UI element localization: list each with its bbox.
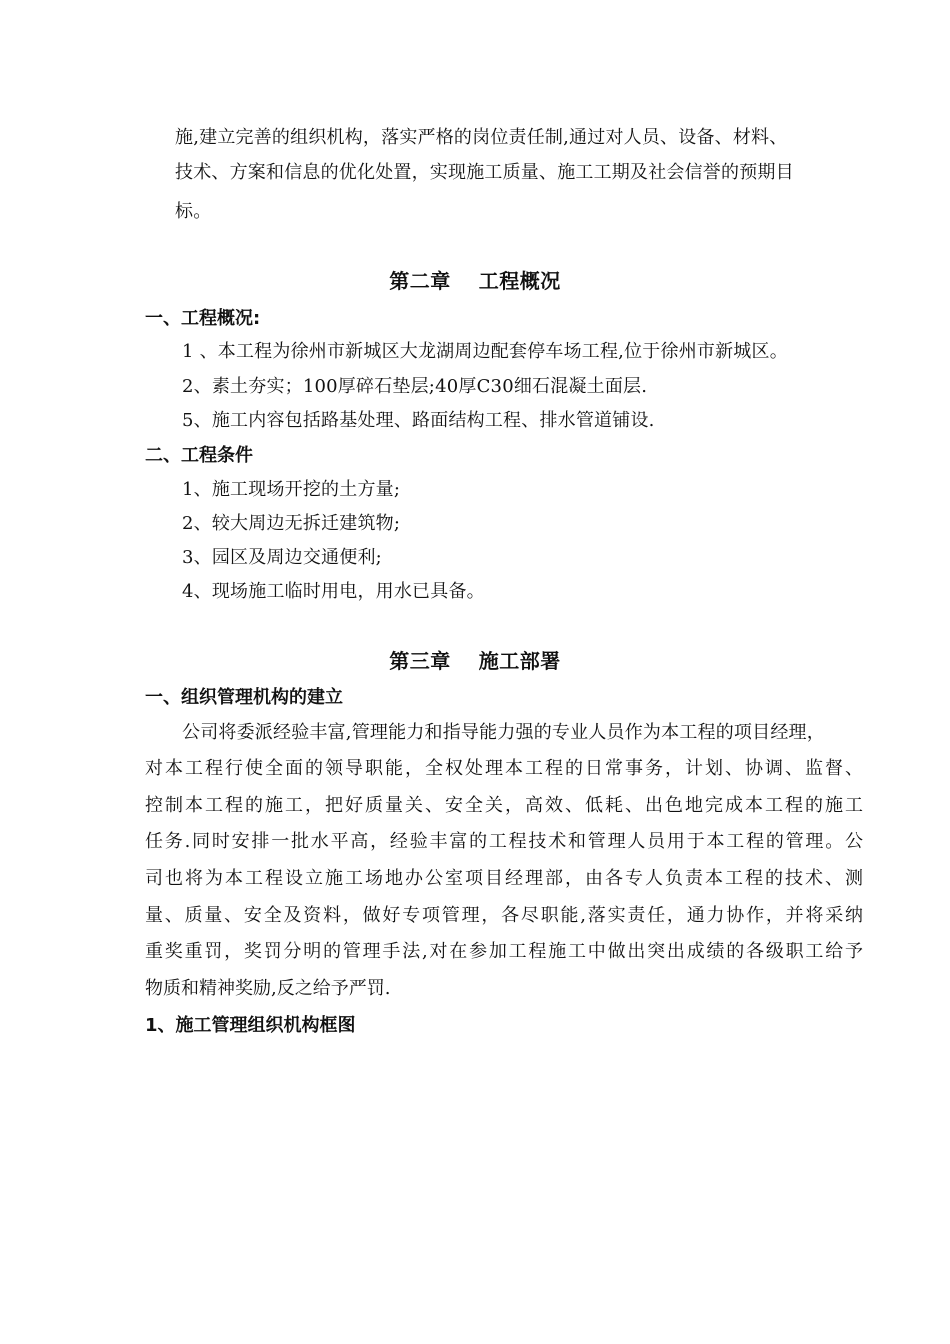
chapter-2-section-2-item-4: 4、现场施工临时用电，用水已具备。 bbox=[182, 581, 485, 602]
chapter-2-section-2-item-2: 2、较大周边无拆迁建筑物; bbox=[182, 513, 401, 534]
chapter-3-subsection-1-heading: 1、施工管理组织机构框图 bbox=[145, 1015, 356, 1036]
chapter-3-paragraph-line-6: 量、质量、安全及资料，做好专项管理，各尽职能,落实责任，通力协作，并将采纳 bbox=[145, 905, 863, 926]
chapter-2-section-2-item-1: 1、施工现场开挖的土方量; bbox=[182, 479, 401, 500]
intro-line-1: 施,建立完善的组织机构，落实严格的岗位责任制,通过对人员、设备、材料、 bbox=[175, 127, 788, 148]
chapter-2-section-2-item-3: 3、园区及周边交通便利; bbox=[182, 547, 382, 568]
chapter-3-paragraph-line-8: 物质和精神奖励,反之给予严罚. bbox=[145, 978, 391, 999]
chapter-3-paragraph-line-1: 公司将委派经验丰富,管理能力和指导能力强的专业人员作为本工程的项目经理， bbox=[182, 722, 825, 743]
chapter-3-paragraph-line-7: 重奖重罚，奖罚分明的管理手法,对在参加工程施工中做出突出成绩的各级职工给予 bbox=[145, 941, 863, 962]
intro-line-3: 标。 bbox=[175, 201, 212, 222]
chapter-2-section-1-heading: 一、工程概况: bbox=[145, 308, 261, 329]
chapter-2-section-2-heading: 二、工程条件 bbox=[145, 445, 253, 466]
chapter-3-paragraph-line-4: 任务.同时安排一批水平高，经验丰富的工程技术和管理人员用于本工程的管理。公 bbox=[145, 831, 863, 852]
chapter-3-title: 第三章 施工部署 bbox=[389, 649, 561, 673]
chapter-2-section-1-item-3: 5、施工内容包括路基处理、路面结构工程、排水管道铺设. bbox=[182, 410, 655, 431]
chapter-3-paragraph-line-5: 司也将为本工程设立施工场地办公室项目经理部，由各专人负责本工程的技术、测 bbox=[145, 868, 863, 889]
chapter-2-title: 第二章 工程概况 bbox=[389, 269, 561, 293]
chapter-2-section-1-item-1: 1 、本工程为徐州市新城区大龙湖周边配套停车场工程,位于徐州市新城区。 bbox=[182, 341, 788, 362]
chapter-3-section-1-heading: 一、组织管理机构的建立 bbox=[145, 687, 343, 708]
chapter-2-section-1-item-2: 2、素土夯实；100厚碎石垫层;40厚C30细石混凝土面层. bbox=[182, 376, 648, 397]
chapter-3-paragraph-line-3: 控制本工程的施工，把好质量关、安全关，高效、低耗、出色地完成本工程的施工 bbox=[145, 795, 863, 816]
intro-line-2: 技术、方案和信息的优化处置，实现施工质量、施工工期及社会信誉的预期目 bbox=[175, 162, 794, 183]
chapter-3-paragraph-line-2: 对本工程行使全面的领导职能，全权处理本工程的日常事务，计划、协调、监督、 bbox=[145, 758, 863, 779]
